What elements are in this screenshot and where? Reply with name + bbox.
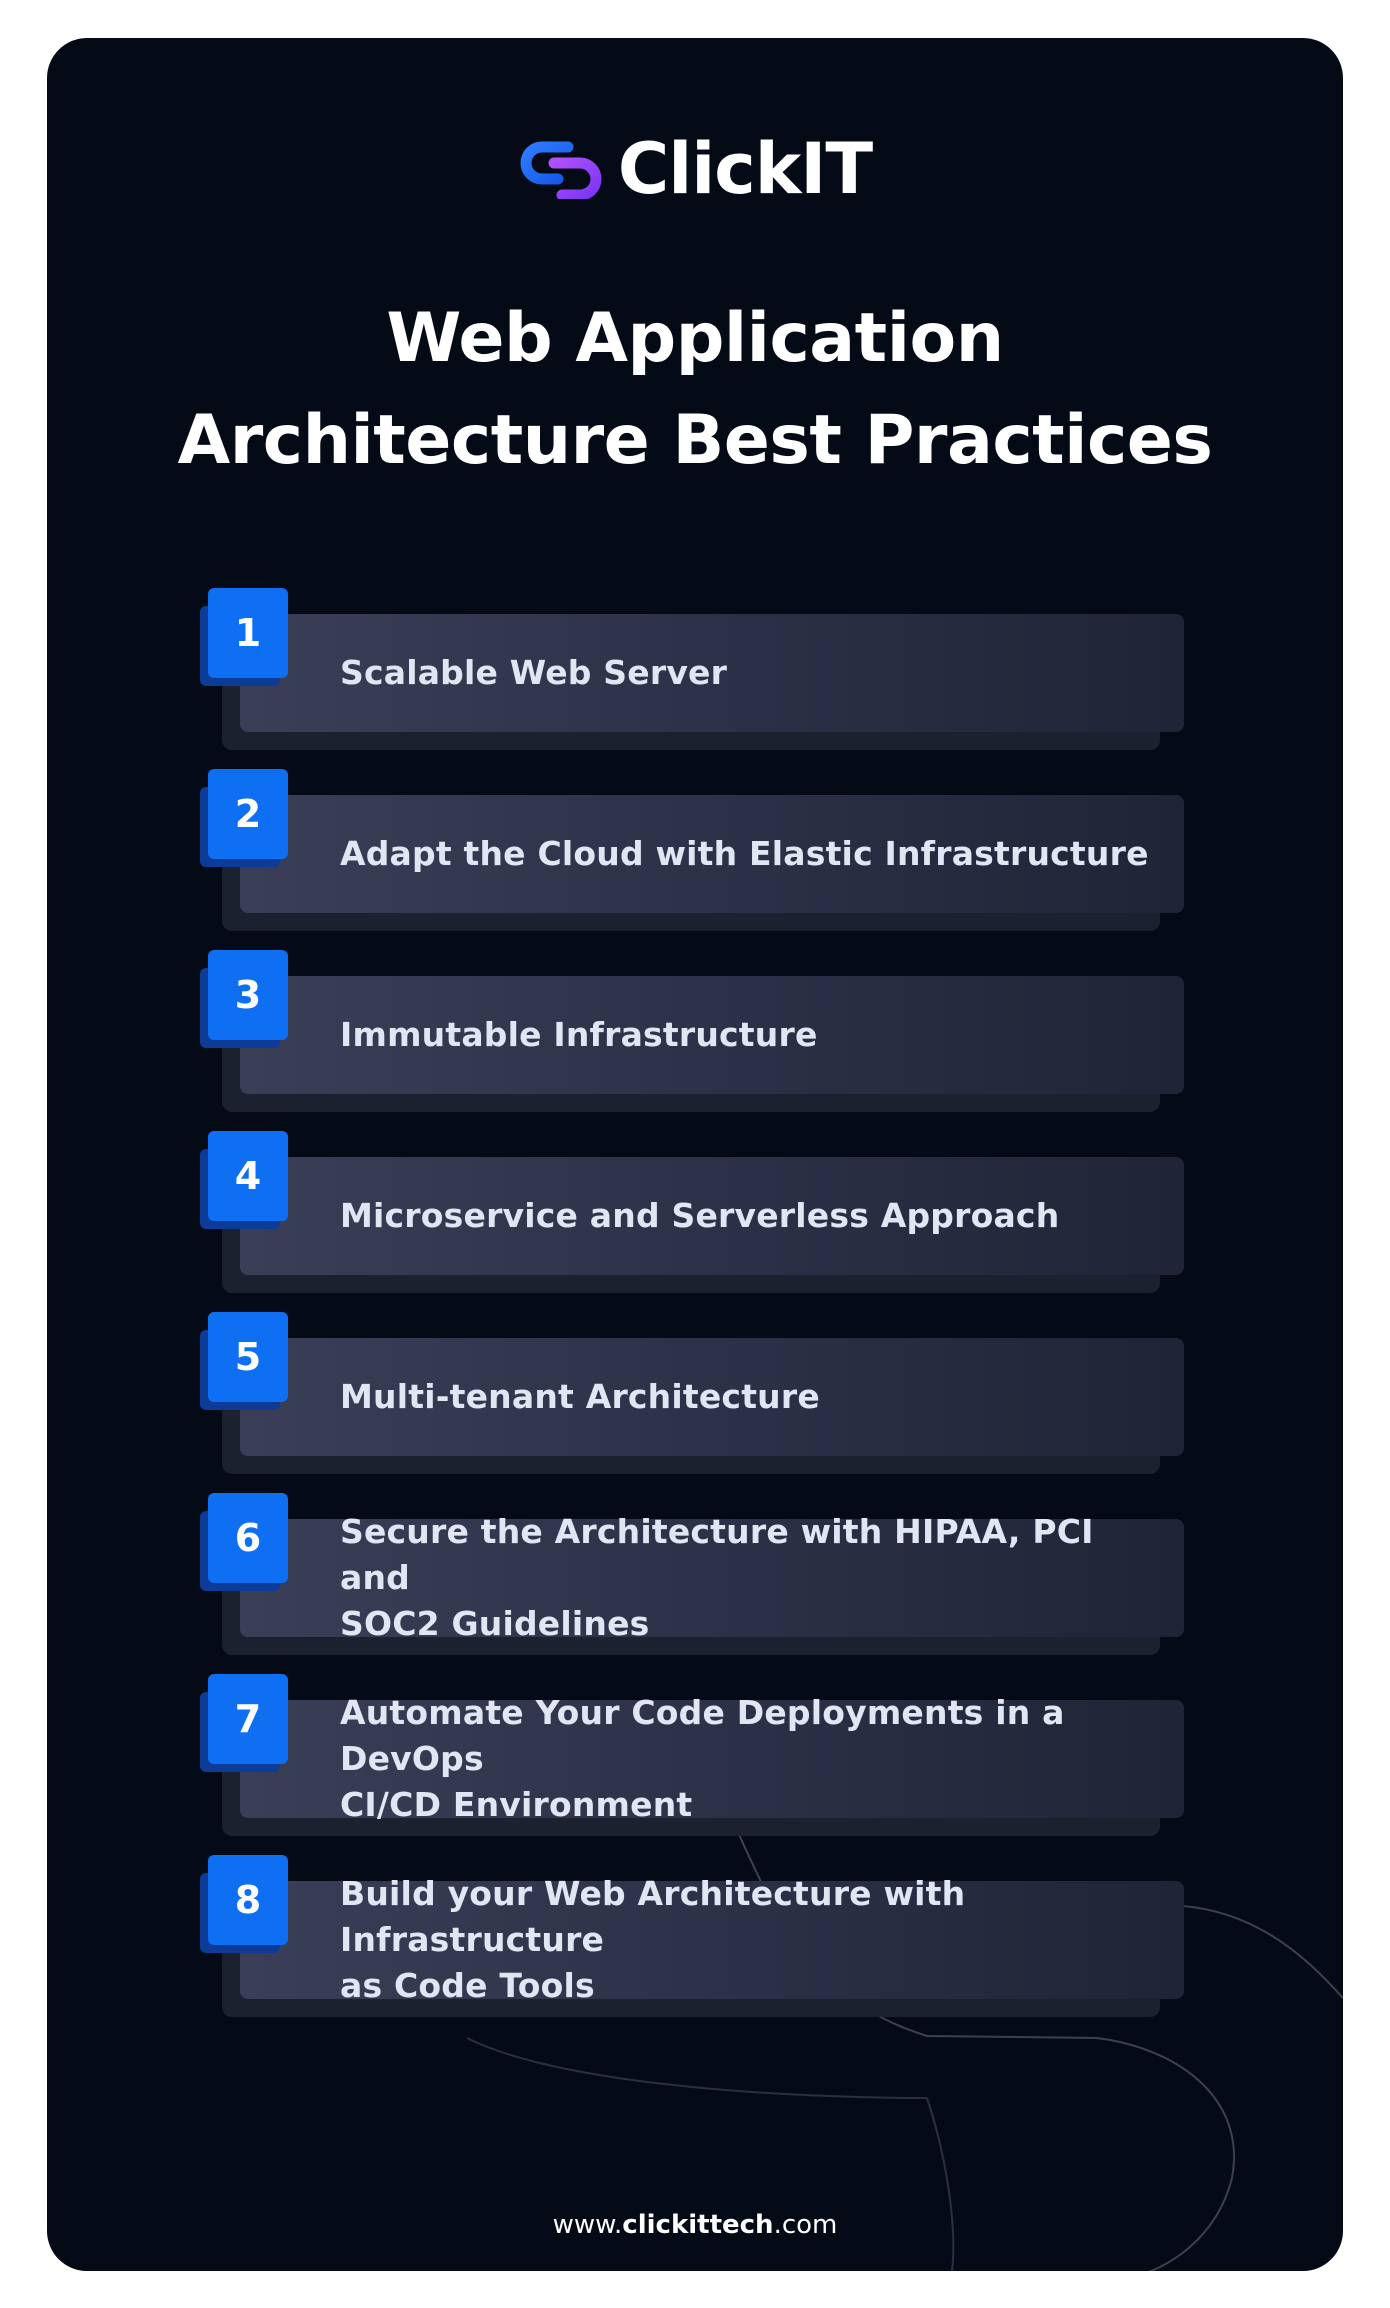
url-domain: clickittech xyxy=(622,2210,774,2240)
url-prefix: www. xyxy=(552,2210,623,2240)
infographic-card xyxy=(47,38,1343,2271)
practice-label: Secure the Architecture with HIPAA, PCI and SOC2 Guidelines xyxy=(340,1512,1094,1643)
practice-item-8 xyxy=(200,1855,1240,2021)
practice-bar xyxy=(240,1157,1184,1275)
practices-list xyxy=(47,38,1343,2271)
practice-item-1 xyxy=(200,588,1240,754)
practice-item-5 xyxy=(200,1312,1240,1478)
practice-item-6 xyxy=(200,1493,1240,1659)
practice-number-badge: 6 xyxy=(208,1493,288,1583)
practice-number-badge: 8 xyxy=(208,1855,288,1945)
practice-bar xyxy=(240,1693,1184,1824)
website-link[interactable] xyxy=(47,2210,1343,2240)
practice-number-badge: 2 xyxy=(208,769,288,859)
practice-label: Scalable Web Server xyxy=(340,653,728,692)
practice-label: Immutable Infrastructure xyxy=(340,1015,818,1054)
title-line-2: Architecture Best Practices xyxy=(177,401,1213,480)
title-line-1: Web Application xyxy=(386,299,1004,378)
practice-number-badge: 7 xyxy=(208,1674,288,1764)
practice-item-3 xyxy=(200,950,1240,1116)
practice-label: Multi-tenant Architecture xyxy=(340,1377,820,1416)
brand-name: ClickIT xyxy=(617,128,873,210)
practice-label: Microservice and Serverless Approach xyxy=(340,1196,1060,1235)
practice-label: Adapt the Cloud with Elastic Infrastructure xyxy=(340,834,1149,873)
practice-number-badge: 5 xyxy=(208,1312,288,1402)
practice-number-badge: 3 xyxy=(208,950,288,1040)
practice-item-4 xyxy=(200,1131,1240,1297)
practice-number-badge: 1 xyxy=(208,588,288,678)
practice-bar xyxy=(240,1874,1184,2005)
practice-bar xyxy=(240,614,1184,732)
practice-item-7 xyxy=(200,1674,1240,1840)
url-suffix: .com xyxy=(773,2210,838,2240)
practice-label: Automate Your Code Deployments in a DevOps CI/CD Environment xyxy=(340,1693,1065,1824)
practice-bar xyxy=(240,1512,1184,1643)
practice-number-badge: 4 xyxy=(208,1131,288,1221)
practice-bar xyxy=(240,1338,1184,1456)
practice-bar xyxy=(240,795,1184,913)
practice-item-2 xyxy=(200,769,1240,935)
practice-bar xyxy=(240,976,1184,1094)
practice-label: Build your Web Architecture with Infrastructure as Code Tools xyxy=(340,1874,966,2005)
